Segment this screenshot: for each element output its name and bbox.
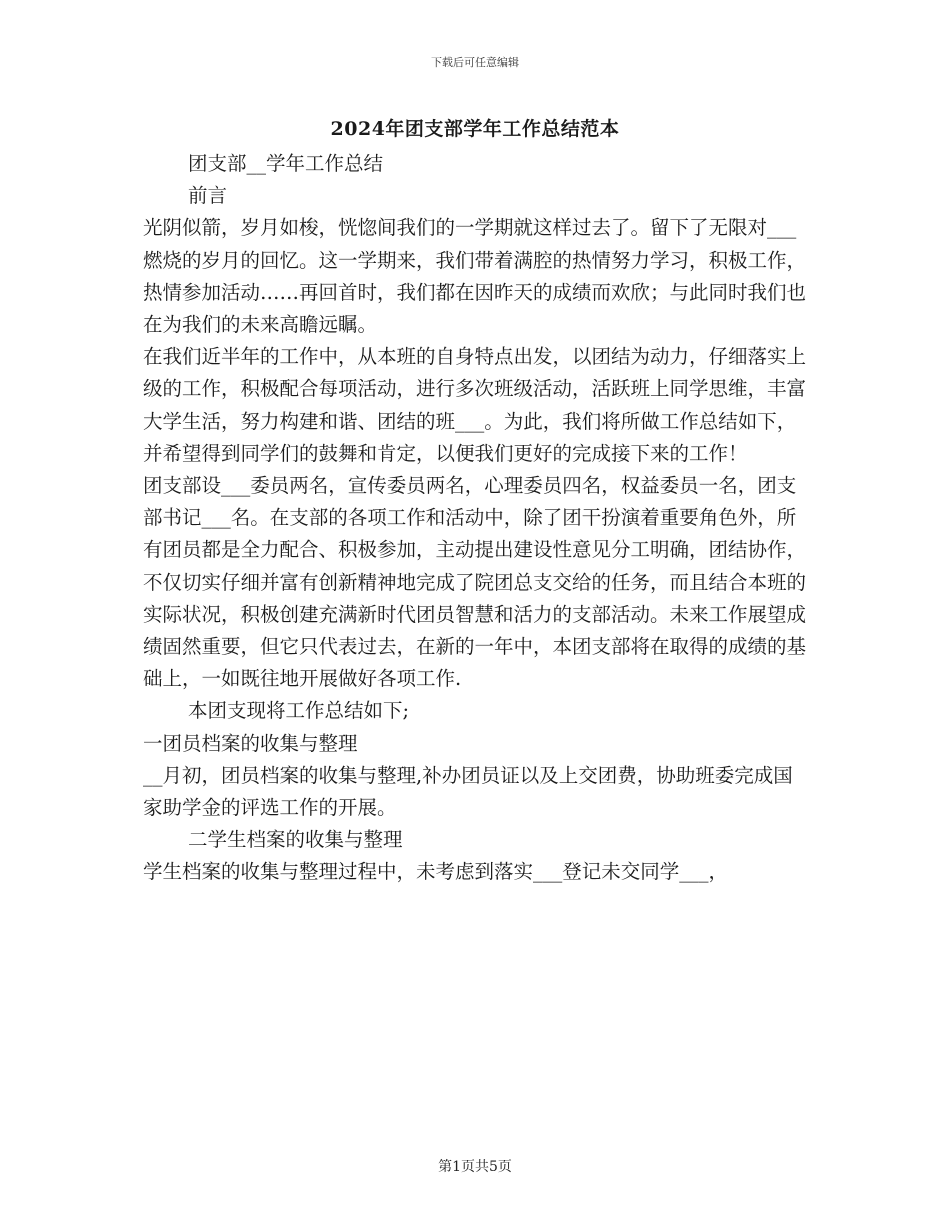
page-footer: 第1页共5页 bbox=[438, 1159, 512, 1175]
paragraph-subtitle: 团支部__学年工作总结 bbox=[188, 152, 384, 175]
paragraph-branch-structure: 团支部设___委员两名，宣传委员两名，心理委员四名，权益委员一名，团支部书记___名。在支部的各项工作和活动中，除了团干扮演着重要角色外，所有团员都是全力配合、积极参加，主动提出建设性意见分工明确，团结协作，不仅切实仔细并富有创新精神地完成了院团总支交给的任务，而且结合本班的实际状况，积极创建充满新时代团员智慧和活力的支部活动。未来工作展望成绩固然重要，但它只代表过去，在新的一年中，本团支部将在取得的成绩的基础上，一如既往地开展做好各项工作. bbox=[143, 474, 807, 691]
paragraph-work-overview: 在我们近半年的工作中，从本班的自身特点出发，以团结为动力，仔细落实上级的工作，积极配合每项活动，进行多次班级活动，活跃班上同学思维，丰富大学生活，努力构建和谐、团结的班___。为此，我们将所做工作总结如下，并希望得到同学们的鼓舞和肯定，以便我们更好的完成接下来的工作！ bbox=[143, 345, 807, 465]
paragraph-preface: 光阴似箭，岁月如梭，恍惚间我们的一学期就这样过去了。留下了无限对___燃烧的岁月的回忆。这一学期来，我们带着满腔的热情努力学习，积极工作，热情参加活动……再回首时，我们都在因昨天的成绩而欢欣；与此同时我们也在为我们的未来高瞻远瞩。 bbox=[143, 216, 807, 337]
document-title: 2024年团支部学年工作总结范本 bbox=[330, 118, 620, 140]
header-note: 下载后可任意编辑 bbox=[431, 56, 519, 69]
paragraph-section-1: __月初，团员档案的收集与整理,补办团员证以及上交团费，协助班委完成国家助学金的评选工作的开展。 bbox=[143, 763, 793, 820]
document-body bbox=[143, 148, 807, 889]
section-heading-1: 一团员档案的收集与整理 bbox=[143, 731, 358, 755]
paragraph-section-2: 学生档案的收集与整理过程中，未考虑到落实___登记未交同学___， bbox=[143, 860, 729, 884]
paragraph-summary-intro: 本团支现将工作总结如下; bbox=[188, 699, 410, 723]
paragraph-preface-heading: 前言 bbox=[188, 184, 228, 208]
section-heading-2: 二学生档案的收集与整理 bbox=[188, 828, 403, 852]
